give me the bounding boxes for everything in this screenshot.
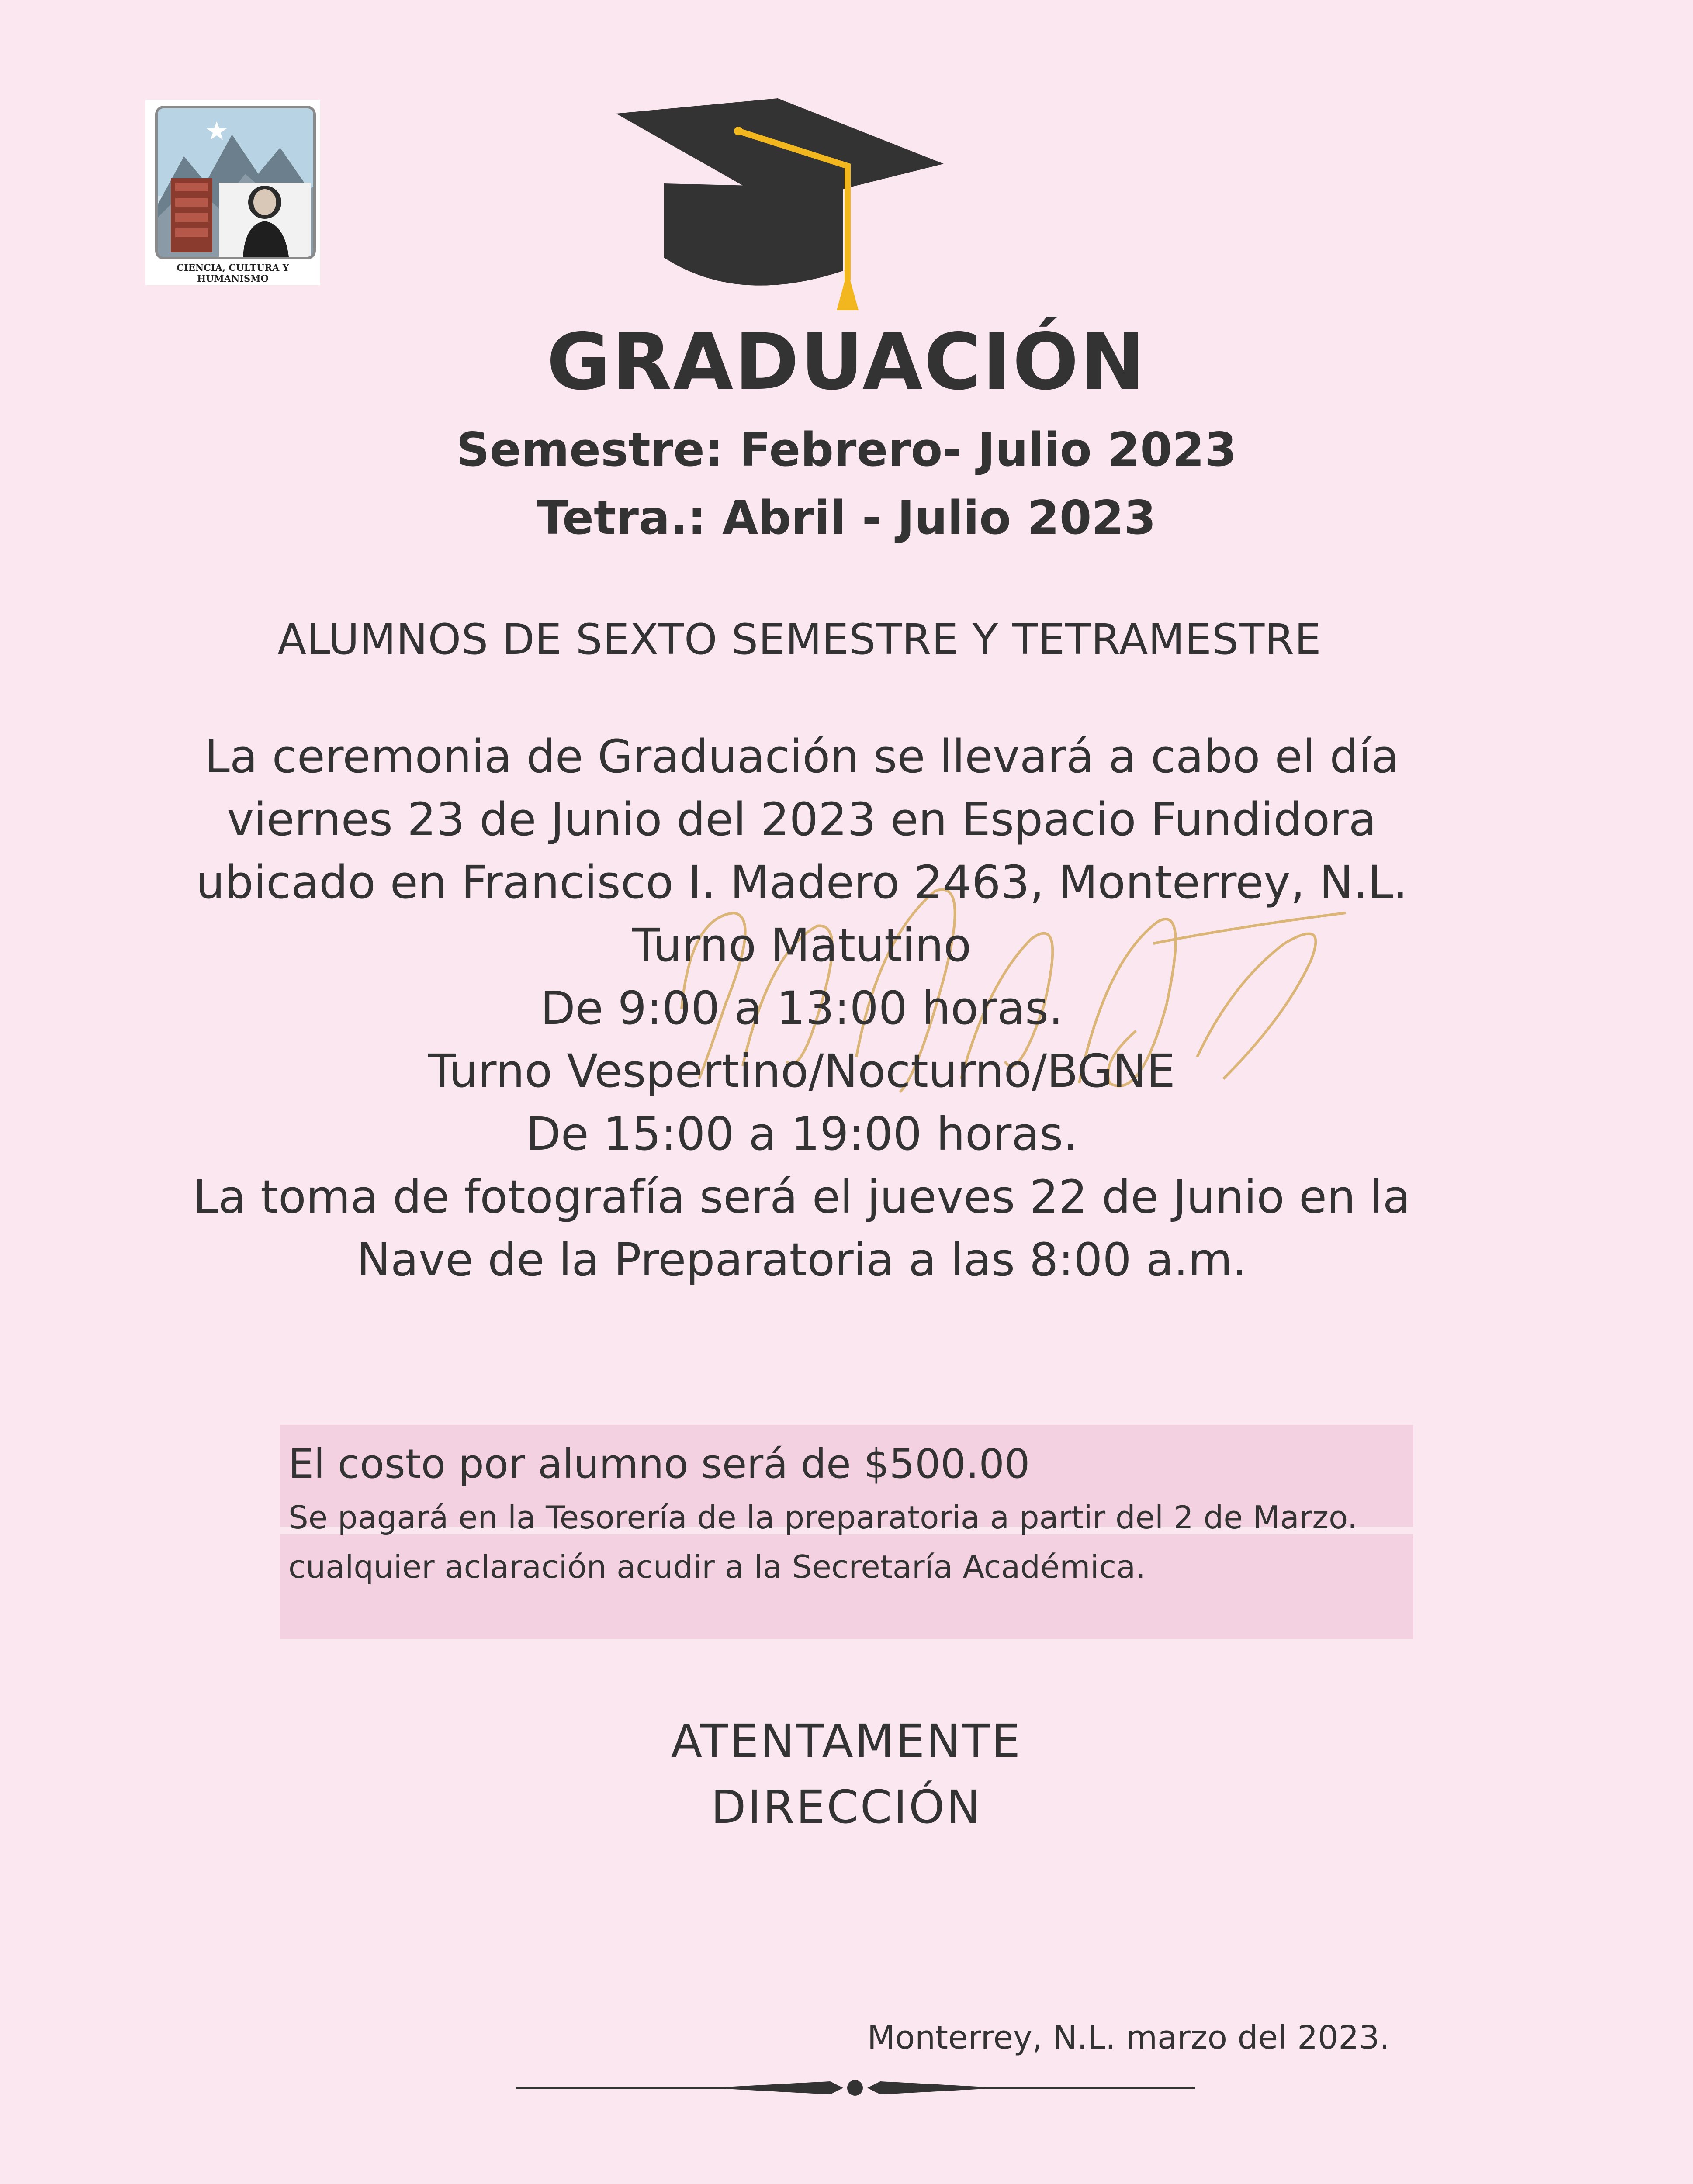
semestre-subtitle: Semestre: Febrero- Julio 2023 [456,423,1237,477]
cost-inquiry-note: cualquier aclaración acudir a la Secretaría Académica. [288,1548,1146,1585]
page-title: GRADUACIÓN [547,317,1146,407]
details-line: ubicado en Francisco I. Madero 2463, Monterrey, N.L. [196,856,1408,909]
closing-salutation: ATENTAMENTE [671,1714,1022,1768]
logo-emblem-icon [158,108,313,257]
graduation-cap-icon [612,96,948,319]
audience-heading: ALUMNOS DE SEXTO SEMESTRE Y TETRAMESTRE [277,615,1322,664]
logo-motto: CIENCIA, CULTURA Y HUMANISMO [177,262,289,284]
details-line: De 15:00 a 19:00 horas. [526,1107,1078,1161]
details-line: La toma de fotografía será el jueves 22 de Junio en la [193,1170,1411,1223]
ornamental-divider-icon [516,2068,1195,2108]
cost-amount: El costo por alumno será de $500.00 [288,1441,1030,1487]
closing-signatory: DIRECCIÓN [711,1780,982,1834]
logo-emblem [155,106,316,259]
place-date: Monterrey, N.L. marzo del 2023. [867,2019,1390,2056]
details-line: Turno Matutino [632,919,972,972]
school-logo [145,100,320,285]
details-line: De 9:00 a 13:00 horas. [540,981,1063,1035]
details-line: viernes 23 de Junio del 2023 en Espacio Fundidora [227,793,1377,846]
details-line: La ceremonia de Graduación se llevará a cabo el día [204,730,1399,783]
details-line: Nave de la Preparatoria a las 8:00 a.m. [357,1233,1247,1286]
tetra-subtitle: Tetra.: Abril - Julio 2023 [537,491,1156,545]
cost-payment-note: Se pagará en la Tesorería de la preparatoria a partir del 2 de Marzo. [288,1499,1357,1536]
ceremony-details [0,725,1603,1291]
details-line: Turno Vespertino/Nocturno/BGNE [428,1044,1175,1098]
